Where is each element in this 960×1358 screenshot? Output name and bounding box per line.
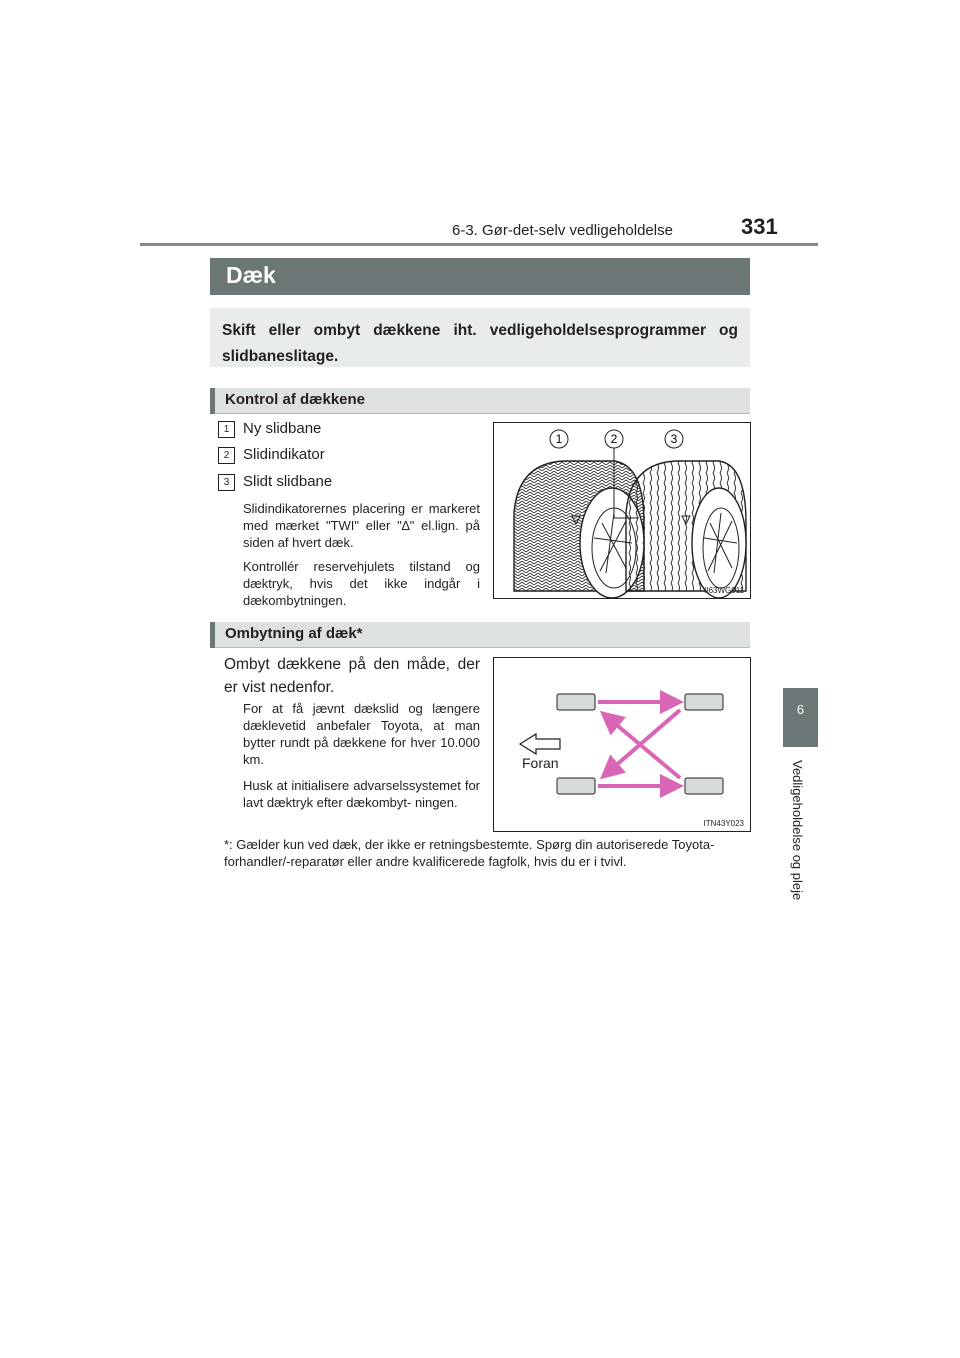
- figure-callout-2-text: 2: [610, 432, 618, 446]
- note-spare-tire: Kontrollér reservehjulets tilstand og dæktryk, hvis det ikke indgår i dækombytningen.: [243, 559, 480, 608]
- tire-front-left: [557, 694, 595, 710]
- page-title: Dæk: [226, 262, 276, 288]
- tire-rotation-figure: [493, 657, 751, 832]
- footnote-non-directional: *: Gælder kun ved dæk, der ikke er retningsbestemte. Spørg din autoriserede Toyota-forhandler/-reparatør eller andre kvalificerede fagfolk, hvis du er i tvivl.: [224, 837, 715, 869]
- section-heading-check: [210, 388, 750, 414]
- callout-number-1: 1: [218, 421, 235, 438]
- front-direction-arrow: [520, 734, 560, 754]
- chapter-tab: 6: [783, 688, 818, 747]
- item-label-new-tread: Ny slidbane: [243, 420, 322, 437]
- callout-number-3: 3: [218, 474, 235, 491]
- front-label: Foran: [522, 755, 559, 771]
- rotation-diagram: [494, 658, 750, 831]
- heading-accent: [210, 388, 215, 414]
- chapter-tab-label: Vedligeholdelse og pleje: [790, 760, 805, 901]
- item-label-worn-tread: Slidt slidbane: [243, 473, 333, 490]
- note-reset-tpms: Husk at initialisere advarselssystemet for lavt dæktryk efter dækombyt- ningen.: [243, 778, 480, 810]
- figure-callout-2: [605, 430, 623, 448]
- heading-accent: [210, 622, 215, 648]
- note-rotation-interval: For at få jævnt dækslid og længere dæklevetid anbefaler Toyota, at man bytter rundt på dækkene for hver 10.000 km.: [243, 701, 480, 767]
- header-divider: [140, 243, 818, 246]
- tire-tread-illustration: [494, 423, 750, 598]
- page-title-bar: [210, 258, 750, 295]
- figure-callout-1: [550, 430, 568, 448]
- figure-callout-3-text: 3: [670, 432, 678, 446]
- section-heading-rotation-label: Ombytning af dæk*: [225, 625, 363, 642]
- figure-code-rotation: ITN43Y023: [703, 819, 744, 828]
- tire-tread-figure: [493, 422, 751, 599]
- intro-box: [210, 308, 750, 367]
- page-number: 331: [741, 214, 778, 239]
- running-header-section: 6-3. Gør-det-selv vedligeholdelse: [452, 222, 673, 239]
- figure-callout-3: [665, 430, 683, 448]
- tire-front-right: [685, 694, 723, 710]
- tire-rear-left: [557, 778, 595, 794]
- rotation-lead-text: Ombyt dækkene på den måde, der er vist nedenfor.: [224, 656, 480, 696]
- item-label-wear-indicator: Slidindikator: [243, 446, 325, 463]
- section-heading-check-label: Kontrol af dækkene: [225, 391, 366, 408]
- new-tire: [514, 461, 644, 598]
- callout-number-2: 2: [218, 447, 235, 464]
- section-heading-rotation: [210, 622, 750, 648]
- figure-callout-1-text: 1: [555, 432, 563, 446]
- worn-tire: [626, 461, 746, 598]
- arrow-front-right-to-rear-left: [606, 710, 680, 774]
- note-indicator-location: Slidindikatorernes placering er markeret med mærket "TWI" eller "∆" el.lign. på siden af hvert dæk.: [243, 501, 480, 550]
- arrow-rear-right-to-front-left: [606, 716, 680, 778]
- intro-text: Skift eller ombyt dækkene iht. vedligeholdelsesprogrammer og slidbaneslitage.: [222, 322, 738, 365]
- figure-code-tires: II63WG011: [704, 586, 744, 595]
- tire-rear-right: [685, 778, 723, 794]
